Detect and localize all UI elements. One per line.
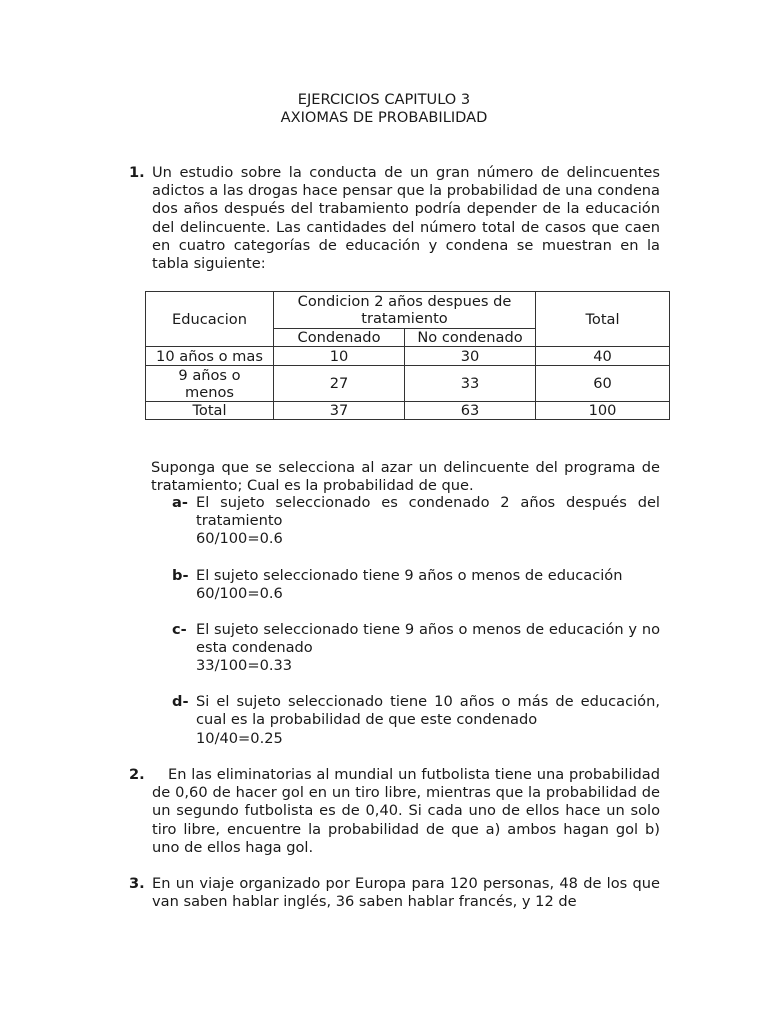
item-b-label: b- [172, 567, 189, 584]
header-condenado: Condenado [274, 329, 405, 347]
cell-total: 40 [536, 347, 670, 366]
item-d-label: d- [172, 693, 189, 710]
header-educacion: Educacion [146, 292, 274, 347]
cell-total: 60 [536, 366, 670, 402]
question-3-number: 3. [129, 875, 145, 892]
cell-total: 100 [536, 402, 670, 420]
item-c-answer: 33/100=0.33 [196, 657, 293, 674]
cell-no-condenado: 63 [405, 402, 536, 420]
header-condicion: Condicion 2 años despues de tratamiento [274, 292, 536, 329]
question-2-number: 2. [129, 766, 145, 783]
table-row [146, 366, 670, 402]
row-label: 9 años o menos [146, 366, 274, 402]
education-conviction-table [145, 291, 670, 420]
item-d-answer: 10/40=0.25 [196, 730, 283, 747]
question-2-text: En las eliminatorias al mundial un futbolista tiene una probabilidad de 0,60 de hacer gol en un tiro libre, mientras que la probabilidad de un segundo futbolista es de 0,40. Si cada uno de ellos hace un solo tiro libre, encuentre la probabilidad de que a) ambos hagan gol b) uno de ellos haga gol. [152, 766, 660, 856]
question-1-number: 1. [129, 164, 145, 181]
item-c-label: c- [172, 621, 187, 638]
cell-no-condenado: 30 [405, 347, 536, 366]
item-b-text: El sujeto seleccionado tiene 9 años o menos de educación [196, 567, 623, 584]
row-label: 10 años o mas [146, 347, 274, 366]
document-subtitle: AXIOMAS DE PROBABILIDAD [280, 109, 488, 126]
cell-no-condenado: 33 [405, 366, 536, 402]
item-a-label: a- [172, 494, 188, 511]
question-1-text: Un estudio sobre la conducta de un gran número de delincuentes adictos a las drogas hace pensar que la probabilidad de una condena dos años después del trabamiento podría depender de la educación del delincuente. Las cantidades del número total de casos que caen en cuatro categorías de educación y condena se muestran en la tabla siguiente: [152, 164, 660, 273]
item-b-answer: 60/100=0.6 [196, 585, 283, 602]
cell-condenado: 27 [274, 366, 405, 402]
item-a-text: El sujeto seleccionado es condenado 2 años después del tratamiento [196, 494, 660, 530]
table-row [146, 347, 670, 366]
cell-condenado: 37 [274, 402, 405, 420]
table-row [146, 402, 670, 420]
cell-condenado: 10 [274, 347, 405, 366]
item-d-text: Si el sujeto seleccionado tiene 10 años o más de educación, cual es la probabilidad de que este condenado [196, 693, 660, 729]
item-c-text: El sujeto seleccionado tiene 9 años o menos de educación y no esta condenado [196, 621, 660, 657]
row-label: Total [146, 402, 274, 420]
item-a-answer: 60/100=0.6 [196, 530, 283, 547]
header-total: Total [536, 292, 670, 347]
intro-text: Suponga que se selecciona al azar un delincuente del programa de tratamiento; Cual es la probabilidad de que. [151, 459, 660, 495]
document-title: EJERCICIOS CAPITULO 3 [297, 91, 471, 108]
header-no-condenado: No condenado [405, 329, 536, 347]
question-3-text: En un viaje organizado por Europa para 120 personas, 48 de los que van saben hablar inglés, 36 saben hablar francés, y 12 de [152, 875, 660, 911]
